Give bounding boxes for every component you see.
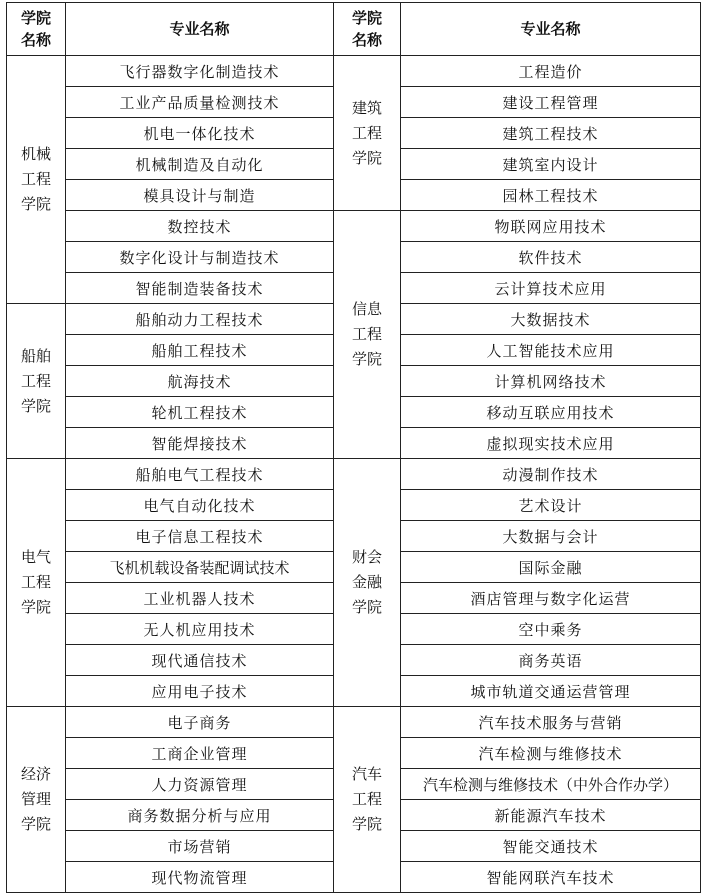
- major-cell-right: 空中乘务: [401, 614, 701, 645]
- major-cell-right: 汽车技术服务与营销: [401, 707, 701, 738]
- major-cell-left: 飞机机载设备装配调试技术: [66, 552, 334, 583]
- college-name-line: 财会: [351, 548, 382, 566]
- majors-table: [6, 2, 701, 893]
- major-cell-right: 软件技术: [401, 242, 701, 273]
- header-college-line: 名称: [351, 31, 382, 49]
- college-name-line: 金融: [351, 573, 382, 591]
- header-college-line: 学院: [20, 9, 51, 27]
- major-cell-left: 数字化设计与制造技术: [66, 242, 334, 273]
- major-cell-right: 工程造价: [401, 56, 701, 87]
- college-name-line: 学院: [351, 148, 382, 167]
- major-cell-right: 虚拟现实技术应用: [401, 428, 701, 459]
- major-cell-right: 云计算技术应用: [401, 273, 701, 304]
- table-row: [7, 211, 701, 242]
- college-name-line: 信息: [351, 300, 382, 318]
- college-name-line: 学院: [351, 350, 382, 368]
- college-name-line: 工程: [351, 790, 382, 808]
- major-cell-left: 轮机工程技术: [66, 397, 334, 428]
- major-cell-right: 建设工程管理: [401, 87, 701, 118]
- college-name-line: 工程: [351, 123, 382, 142]
- header-college-right: [334, 3, 401, 56]
- major-cell-left: 无人机应用技术: [66, 614, 334, 645]
- major-cell-left: 商务数据分析与应用: [66, 800, 334, 831]
- major-cell-left: 船舶电气工程技术: [66, 459, 334, 490]
- major-cell-left: 模具设计与制造: [66, 180, 334, 211]
- college-cell-left: [7, 459, 66, 707]
- table-row: [7, 56, 701, 87]
- major-cell-right: 物联网应用技术: [401, 211, 701, 242]
- header-college-line: 学院: [351, 9, 382, 27]
- table-row: [7, 707, 701, 738]
- major-cell-left: 工商企业管理: [66, 738, 334, 769]
- college-name-line: 经济: [20, 765, 51, 783]
- major-cell-right: 大数据与会计: [401, 521, 701, 552]
- major-cell-right: 建筑工程技术: [401, 118, 701, 149]
- major-cell-left: 工业产品质量检测技术: [66, 87, 334, 118]
- header-major-right: 专业名称: [401, 3, 701, 56]
- major-cell-right: 商务英语: [401, 645, 701, 676]
- header-college-line: 名称: [20, 31, 51, 49]
- header-major-left: 专业名称: [66, 3, 334, 56]
- major-cell-right: 酒店管理与数字化运营: [401, 583, 701, 614]
- college-name-line: 工程: [20, 573, 51, 591]
- major-cell-left: 船舶工程技术: [66, 335, 334, 366]
- major-cell-left: 电子商务: [66, 707, 334, 738]
- major-cell-left: 工业机器人技术: [66, 583, 334, 614]
- major-cell-right: 大数据技术: [401, 304, 701, 335]
- major-cell-right: 国际金融: [401, 552, 701, 583]
- major-cell-left: 应用电子技术: [66, 676, 334, 707]
- major-cell-left: 智能焊接技术: [66, 428, 334, 459]
- major-cell-right: 城市轨道交通运营管理: [401, 676, 701, 707]
- college-name-line: 汽车: [351, 765, 382, 783]
- college-name-line: 学院: [20, 815, 51, 833]
- major-cell-right: 新能源汽车技术: [401, 800, 701, 831]
- major-cell-right: 智能交通技术: [401, 831, 701, 862]
- college-name-line: 管理: [20, 790, 51, 808]
- major-cell-right: 汽车检测与维修技术（中外合作办学）: [401, 769, 701, 800]
- major-cell-right: 智能网联汽车技术: [401, 862, 701, 893]
- major-cell-left: 机电一体化技术: [66, 118, 334, 149]
- college-name-line: 电气: [20, 548, 51, 566]
- college-name-line: 船舶: [20, 346, 51, 365]
- college-name-line: 学院: [351, 815, 382, 833]
- college-name-line: 工程: [20, 371, 51, 390]
- major-cell-left: 智能制造装备技术: [66, 273, 334, 304]
- college-name-line: 学院: [20, 396, 51, 415]
- major-cell-right: 计算机网络技术: [401, 366, 701, 397]
- header-college-left: [7, 3, 66, 56]
- table-body: [7, 56, 701, 893]
- major-cell-right: 动漫制作技术: [401, 459, 701, 490]
- college-name-line: 学院: [20, 598, 51, 616]
- college-name-line: 学院: [351, 598, 382, 616]
- major-cell-left: 人力资源管理: [66, 769, 334, 800]
- college-cell-right: [334, 459, 401, 707]
- college-cell-right: [334, 56, 401, 211]
- major-cell-left: 数控技术: [66, 211, 334, 242]
- college-name-line: 建筑: [351, 98, 382, 117]
- college-cell-right: [334, 211, 401, 459]
- major-cell-right: 人工智能技术应用: [401, 335, 701, 366]
- major-cell-left: 船舶动力工程技术: [66, 304, 334, 335]
- major-cell-left: 机械制造及自动化: [66, 149, 334, 180]
- major-cell-left: 航海技术: [66, 366, 334, 397]
- major-cell-right: 移动互联应用技术: [401, 397, 701, 428]
- major-cell-left: 电气自动化技术: [66, 490, 334, 521]
- major-cell-left: 现代物流管理: [66, 862, 334, 893]
- major-cell-left: 市场营销: [66, 831, 334, 862]
- major-cell-right: 园林工程技术: [401, 180, 701, 211]
- college-cell-left: [7, 707, 66, 893]
- major-cell-left: 现代通信技术: [66, 645, 334, 676]
- college-cell-left: [7, 56, 66, 304]
- major-cell-right: 建筑室内设计: [401, 149, 701, 180]
- college-name-line: 工程: [351, 325, 382, 343]
- major-cell-right: 艺术设计: [401, 490, 701, 521]
- major-cell-left: 飞行器数字化制造技术: [66, 56, 334, 87]
- college-name-line: 学院: [20, 195, 51, 213]
- college-name-line: 机械: [20, 145, 51, 163]
- major-cell-left: 电子信息工程技术: [66, 521, 334, 552]
- college-name-line: 工程: [20, 170, 51, 188]
- table-row: [7, 459, 701, 490]
- college-cell-right: [334, 707, 401, 893]
- college-cell-left: [7, 304, 66, 459]
- header-row: [7, 3, 701, 56]
- major-cell-right: 汽车检测与维修技术: [401, 738, 701, 769]
